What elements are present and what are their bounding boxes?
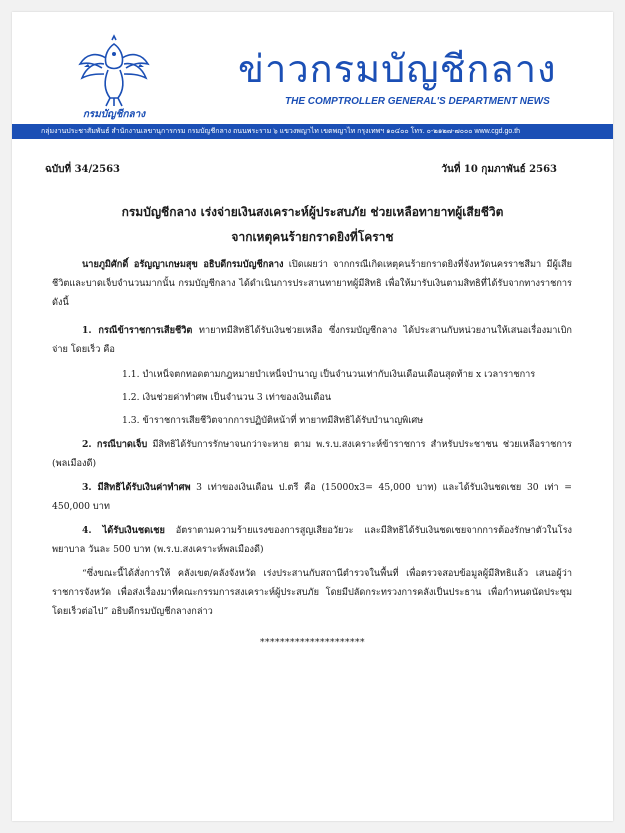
paragraph-4-heading: 4. ได้รับเงินชดเชย — [82, 525, 165, 536]
intro-text: เปิดเผยว่า จากกรณีเกิดเหตุคนร้ายกราดยิงที่จังหวัดนครราชสีมา มีผู้เสียชีวิตและบาดเจ็บจำนวนมากนั้น กรมบัญชีกลาง ได้ดำเนินการประสานทายาทผู้มีสิทธิ เพื่อให้มารับเงินตามสิทธิที่ได้รับจากทางราชการ ดังนี้ — [52, 259, 572, 308]
issue-number: ฉบับที่ 34/2563 — [45, 164, 120, 175]
page-title: ข่าวกรมบัญชีกลาง — [238, 47, 557, 91]
paragraph-3-heading: 3. มีสิทธิได้รับเงินค่าทำศพ — [82, 482, 191, 493]
headline — [12, 200, 613, 250]
paragraph-4-text: อัตราตามความร้ายแรงของการสูญเสียอวัยวะ และมีสิทธิได้รับเงินชดเชยจากการต้องรักษาตัวในโรงพยาบาล วันละ 500 บาท (พ.ร.บ.สงเคราะห์พลเมืองดี) — [52, 525, 572, 555]
page-subtitle: THE COMPTROLLER GENERAL'S DEPARTMENT NEWS — [285, 96, 550, 107]
issue-date: วันที่ 10 กุมภาพันธ์ 2563 — [441, 164, 557, 175]
paragraph-2-text: มีสิทธิได้รับการรักษาจนกว่าจะหาย ตาม พ.ร.บ.สงเคราะห์ข้าราชการ สำหรับประชาชน ช่วยเหลือราชการ (พลเมืองดี) — [52, 439, 572, 469]
paragraph-1 — [52, 321, 572, 359]
headline-line-2: จากเหตุคนร้ายกราดยิงที่โคราช — [231, 230, 394, 244]
paragraph-2 — [52, 435, 572, 473]
masthead — [12, 12, 613, 135]
separator: ********************* — [260, 638, 365, 648]
garuda-logo — [74, 34, 154, 120]
subitem-1-1: 1.1. บำเหน็จตกทอดตามกฎหมายบำเหน็จบำนาญ เป็นจำนวนเท่ากับเงินเดือนเดือนสุดท้าย x เวลาราชการ — [122, 369, 536, 380]
intro-speaker: นายภูมิศักดิ์ อรัญญาเกษมสุข อธิบดีกรมบัญชีกลาง — [82, 259, 284, 270]
paragraph-3 — [52, 478, 572, 516]
paragraph-2-heading: 2. กรณีบาดเจ็บ — [82, 439, 148, 450]
paragraph-3-text: 3 เท่าของเงินเดือน ป.ตรี คือ (15000x3= 45,000 บาท) และได้รับเงินชดเชย 30 เท่า = 450,000 บาท — [52, 482, 572, 512]
quote-paragraph: “ซึ่งขณะนี้ได้สั่งการให้ คลังเขต/คลังจังหวัด เร่งประสานกับสถานีตำรวจในพื้นที่ เพื่อตรวจสอบข้อมูลผู้มีสิทธิแล้ว เสนอผู้ว่าราชการจังหวัด เพื่อส่งเรื่องมาที่คณะกรรมการสงเคราะห์ผู้ประสบภัย โดยมีปลัดกระทรวงการคลังเป็นประธาน เพื่อกำหนดนัดประชุมโดยเร็วต่อไป” อธิบดีกรมบัญชีกลางกล่าว — [52, 568, 572, 617]
paragraph-1-heading: 1. กรณีข้าราชการเสียชีวิต — [82, 325, 193, 336]
subitem-1-2: 1.2. เงินช่วยค่าทำศพ เป็นจำนวน 3 เท่าของเงินเดือน — [122, 392, 332, 403]
address-bar — [12, 124, 613, 139]
paragraph-1-text: ทายาทมีสิทธิได้รับเงินช่วยเหลือ ซึ่งกรมบัญชีกลาง ได้ประสานกับหน่วยงานให้เสนอเรื่องมาเบิกจ่าย โดยเร็ว คือ — [52, 325, 572, 355]
headline-line-1: กรมบัญชีกลาง เร่งจ่ายเงินสงเคราะห์ผู้ประสบภัย ช่วยเหลือทายาทผู้เสียชีวิต — [121, 205, 504, 219]
subitem-1-3: 1.3. ข้าราชการเสียชีวิตจากการปฏิบัติหน้าที่ ทายาทมีสิทธิได้รับบำนาญพิเศษ — [122, 415, 424, 426]
logo-label: กรมบัญชีกลาง — [82, 109, 146, 120]
document-page — [12, 12, 613, 821]
garuda-icon — [74, 34, 154, 108]
intro-paragraph — [52, 255, 572, 312]
paragraph-4 — [52, 521, 572, 559]
address-text: กลุ่มงานประชาสัมพันธ์ สำนักงานเลขานุการกรม กรมบัญชีกลาง ถนนพระราม ๖ แขวงพญาไท เขตพญาไท กรุงเทพฯ ๑๐๔๐๐ โทร. ๐-๒๑๒๗-๗๐๐๐ www.cgd.go.th — [41, 128, 521, 135]
